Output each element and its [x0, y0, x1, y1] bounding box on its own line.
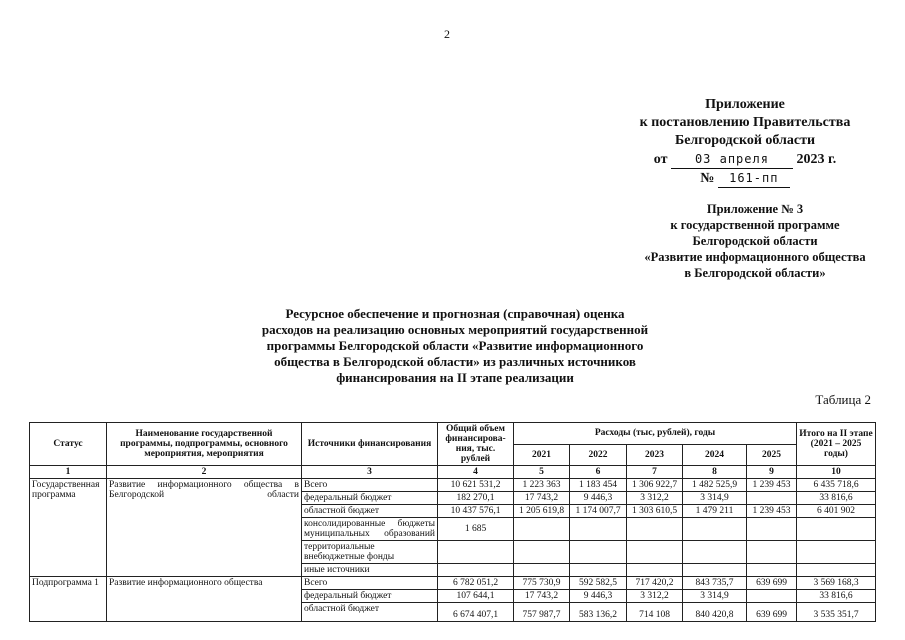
value-cell: 840 420,8: [683, 603, 747, 622]
value-cell: [747, 518, 797, 541]
value-cell: [514, 564, 570, 577]
value-cell: 3 314,9: [683, 492, 747, 505]
value-cell: 639 699: [747, 577, 797, 590]
total-cell: 182 270,1: [438, 492, 514, 505]
value-cell: [683, 564, 747, 577]
total-cell: 107 644,1: [438, 590, 514, 603]
value-cell: [683, 518, 747, 541]
date-handwritten: 03 апреля: [671, 150, 793, 169]
value-cell: 1 482 525,9: [683, 479, 747, 492]
value-cell: 17 743,2: [514, 590, 570, 603]
value-cell: 3 312,2: [627, 590, 683, 603]
index-cell: 1: [30, 466, 107, 479]
source-cell: Всего: [302, 479, 438, 492]
number-handwritten: 161-пп: [718, 169, 790, 188]
sum-cell: [797, 564, 876, 577]
table-row: [30, 479, 876, 492]
value-cell: 1 223 363: [514, 479, 570, 492]
appendix-date-line: [600, 150, 890, 169]
value-cell: [683, 541, 747, 564]
value-cell: 1 479 211: [683, 505, 747, 518]
source-cell: областной бюджет: [302, 603, 438, 622]
value-cell: [627, 564, 683, 577]
value-cell: 1 174 007,7: [570, 505, 627, 518]
date-prefix: от: [653, 152, 668, 167]
value-cell: 1 239 453: [747, 505, 797, 518]
date-year: 2023 г.: [796, 152, 837, 167]
index-row: [30, 466, 876, 479]
appendix-sub-line-3: «Развитие информационного общества: [644, 250, 866, 264]
index-cell: 3: [302, 466, 438, 479]
value-cell: [627, 541, 683, 564]
name-cell: Развитие информационного общества в Белгородской области: [107, 479, 302, 577]
sum-cell: 6 401 902: [797, 505, 876, 518]
value-cell: 1 306 922,7: [627, 479, 683, 492]
value-cell: [570, 564, 627, 577]
sum-cell: 3 569 168,3: [797, 577, 876, 590]
value-cell: [747, 564, 797, 577]
index-cell: 9: [747, 466, 797, 479]
value-cell: [570, 541, 627, 564]
value-cell: 583 136,2: [570, 603, 627, 622]
sum-cell: 6 435 718,6: [797, 479, 876, 492]
source-cell: территориальные внебюджетные фонды: [302, 541, 438, 564]
value-cell: [747, 541, 797, 564]
value-cell: [747, 590, 797, 603]
index-cell: 10: [797, 466, 876, 479]
value-cell: 639 699: [747, 603, 797, 622]
doc-title-line-4: общества в Белгородской области» из различных источников: [274, 354, 636, 369]
source-cell: федеральный бюджет: [302, 492, 438, 505]
total-cell: [438, 541, 514, 564]
value-cell: 757 987,7: [514, 603, 570, 622]
header-status: Статус: [30, 423, 107, 466]
appendix-number-line: [600, 169, 890, 188]
value-cell: [747, 492, 797, 505]
appendix-sub-line-1: к государственной программе: [670, 218, 840, 232]
source-cell: областной бюджет: [302, 505, 438, 518]
name-cell: Развитие информационного общества: [107, 577, 302, 622]
finance-table: [29, 422, 876, 622]
total-cell: 6 782 051,2: [438, 577, 514, 590]
index-cell: 8: [683, 466, 747, 479]
header-year: 2023: [627, 444, 683, 466]
total-cell: 10 621 531,2: [438, 479, 514, 492]
value-cell: [627, 518, 683, 541]
value-cell: 717 420,2: [627, 577, 683, 590]
source-cell: консолидированные бюджеты муниципальных образований: [302, 518, 438, 541]
value-cell: 843 735,7: [683, 577, 747, 590]
total-cell: [438, 564, 514, 577]
sum-cell: [797, 518, 876, 541]
header-name: Наименование государственной программы, подпрограммы, основного мероприятия, мероприятия: [107, 423, 302, 466]
document-title: [215, 306, 695, 386]
value-cell: 9 446,3: [570, 492, 627, 505]
sum-cell: 33 816,6: [797, 590, 876, 603]
source-cell: иные источники: [302, 564, 438, 577]
value-cell: [514, 541, 570, 564]
header-total: Общий объем финансирова-ния, тыс. рублей: [438, 423, 514, 466]
value-cell: 1 303 610,5: [627, 505, 683, 518]
sum-cell: 33 816,6: [797, 492, 876, 505]
appendix-title: Приложение: [705, 97, 785, 112]
header-summary: Итого на II этапе (2021 – 2025 годы): [797, 423, 876, 466]
value-cell: 714 108: [627, 603, 683, 622]
value-cell: [514, 518, 570, 541]
doc-title-line-2: расходов на реализацию основных мероприятий государственной: [261, 322, 649, 337]
doc-title-line-1: Ресурсное обеспечение и прогнозная (справочная) оценка: [285, 306, 625, 321]
header-year: 2021: [514, 444, 570, 466]
header-year: 2024: [683, 444, 747, 466]
index-cell: 5: [514, 466, 570, 479]
appendix-sub-block: [620, 201, 890, 281]
total-cell: 6 674 407,1: [438, 603, 514, 622]
value-cell: 775 730,9: [514, 577, 570, 590]
value-cell: 1 183 454: [570, 479, 627, 492]
value-cell: 1 239 453: [747, 479, 797, 492]
value-cell: 592 582,5: [570, 577, 627, 590]
doc-title-line-3: программы Белгородской области «Развитие информационного: [266, 338, 644, 353]
total-cell: 1 685: [438, 518, 514, 541]
number-prefix: №: [700, 171, 715, 186]
sum-cell: 3 535 351,7: [797, 603, 876, 622]
index-cell: 7: [627, 466, 683, 479]
appendix-line-1: к постановлению Правительства: [639, 115, 851, 130]
source-cell: федеральный бюджет: [302, 590, 438, 603]
value-cell: 9 446,3: [570, 590, 627, 603]
header-year: 2022: [570, 444, 627, 466]
header-expenses: Расходы (тыс, рублей), годы: [514, 423, 797, 445]
total-cell: 10 437 576,1: [438, 505, 514, 518]
appendix-sub-line-4: в Белгородской области»: [684, 266, 826, 280]
appendix-sub-line-2: Белгородской области: [692, 234, 818, 248]
index-cell: 2: [107, 466, 302, 479]
table-row: [30, 577, 876, 590]
header-year: 2025: [747, 444, 797, 466]
index-cell: 4: [438, 466, 514, 479]
sum-cell: [797, 541, 876, 564]
appendix-sub-title: Приложение № 3: [706, 202, 804, 216]
header-sources: Источники финансирования: [302, 423, 438, 466]
value-cell: 1 205 619,8: [514, 505, 570, 518]
page-number: 2: [444, 27, 450, 41]
appendix-main-block: [600, 96, 890, 188]
status-cell: Подпрограмма 1: [30, 577, 107, 622]
value-cell: 17 743,2: [514, 492, 570, 505]
table-caption: Таблица 2: [815, 392, 871, 407]
source-cell: Всего: [302, 577, 438, 590]
status-cell: Государственная программа: [30, 479, 107, 577]
value-cell: [570, 518, 627, 541]
value-cell: 3 314,9: [683, 590, 747, 603]
doc-title-line-5: финансирования на II этапе реализации: [336, 370, 574, 385]
index-cell: 6: [570, 466, 627, 479]
value-cell: 3 312,2: [627, 492, 683, 505]
appendix-line-2: Белгородской области: [674, 133, 816, 148]
